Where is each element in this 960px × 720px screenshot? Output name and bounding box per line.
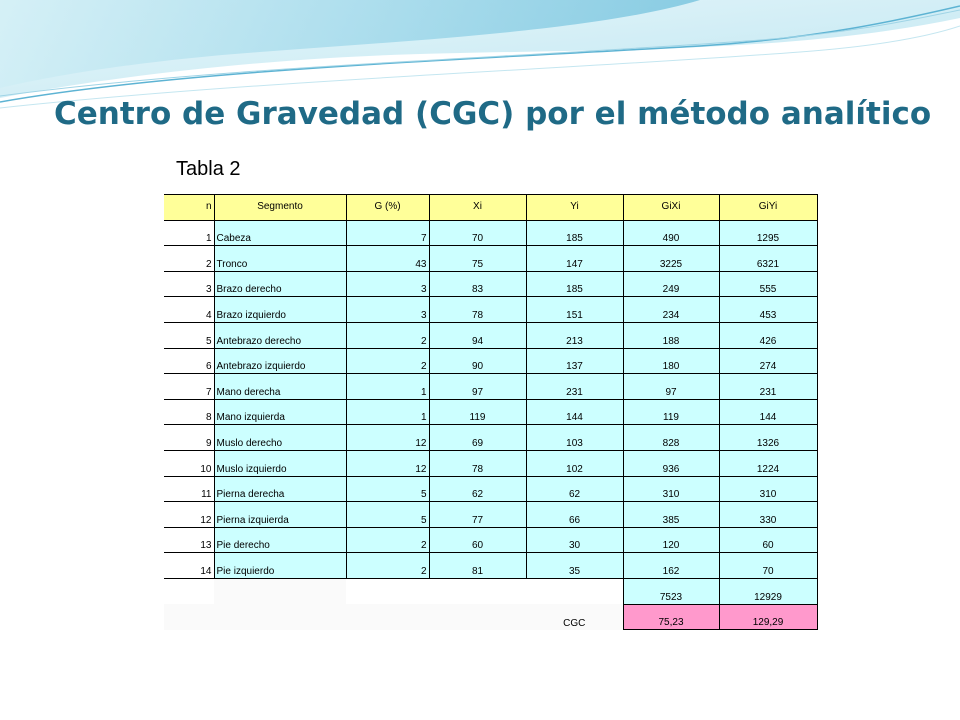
cgc-x-value: 75,23 [623, 604, 719, 630]
cell-g-percent: 2 [346, 527, 429, 553]
cell-xi: 90 [429, 348, 526, 374]
cell-yi: 66 [526, 502, 623, 528]
table-row [164, 322, 817, 348]
cell-giyi: 555 [719, 271, 817, 297]
cell-gixi: 120 [623, 527, 719, 553]
header-n: n [164, 195, 214, 221]
table-row [164, 399, 817, 425]
cell-yi: 137 [526, 348, 623, 374]
cell-xi: 119 [429, 399, 526, 425]
cell-gixi: 385 [623, 502, 719, 528]
cell-gixi: 180 [623, 348, 719, 374]
cell-giyi: 310 [719, 476, 817, 502]
cell-n: 6 [164, 348, 214, 374]
table-row [164, 553, 817, 579]
cell-giyi: 231 [719, 374, 817, 400]
cell-xi: 69 [429, 425, 526, 451]
cell-segmento: Cabeza [214, 220, 346, 246]
cell-giyi: 1295 [719, 220, 817, 246]
cell-giyi: 426 [719, 322, 817, 348]
cell-yi: 62 [526, 476, 623, 502]
cell-yi: 144 [526, 399, 623, 425]
cell-giyi: 330 [719, 502, 817, 528]
cell-xi: 81 [429, 553, 526, 579]
cell-segmento: Pierna izquierda [214, 502, 346, 528]
cgc-label: CGC [526, 604, 623, 630]
cell-xi: 94 [429, 322, 526, 348]
table-caption: Tabla 2 [176, 158, 241, 180]
cell-xi: 75 [429, 246, 526, 272]
cell-gixi: 828 [623, 425, 719, 451]
cell-n: 3 [164, 271, 214, 297]
cell-g-percent: 5 [346, 476, 429, 502]
cell-g-percent: 12 [346, 450, 429, 476]
cell-gixi: 490 [623, 220, 719, 246]
cell-segmento: Brazo derecho [214, 271, 346, 297]
decorative-wave-banner [0, 0, 960, 110]
table-row [164, 527, 817, 553]
cell-giyi: 453 [719, 297, 817, 323]
cell-n: 13 [164, 527, 214, 553]
table-row [164, 374, 817, 400]
header-g-percent: G (%) [346, 195, 429, 221]
result-row [164, 604, 817, 630]
cell-g-percent: 3 [346, 271, 429, 297]
cell-segmento: Muslo derecho [214, 425, 346, 451]
cell-segmento: Tronco [214, 246, 346, 272]
table-row [164, 220, 817, 246]
table-row [164, 425, 817, 451]
cell-segmento: Muslo izquierdo [214, 450, 346, 476]
header-gixi: GiXi [623, 195, 719, 221]
header-xi: Xi [429, 195, 526, 221]
cell-segmento: Pie izquierdo [214, 553, 346, 579]
cell-n: 14 [164, 553, 214, 579]
cell-n: 1 [164, 220, 214, 246]
cell-n: 4 [164, 297, 214, 323]
cell-gixi: 162 [623, 553, 719, 579]
cell-xi: 70 [429, 220, 526, 246]
cell-gixi: 97 [623, 374, 719, 400]
cell-xi: 97 [429, 374, 526, 400]
cell-g-percent: 1 [346, 399, 429, 425]
cell-giyi: 144 [719, 399, 817, 425]
slide-title: Centro de Gravedad (CGC) por el método analítico [54, 96, 932, 132]
cell-n: 5 [164, 322, 214, 348]
cell-n: 2 [164, 246, 214, 272]
header-yi: Yi [526, 195, 623, 221]
cell-gixi: 234 [623, 297, 719, 323]
cell-yi: 151 [526, 297, 623, 323]
cell-xi: 83 [429, 271, 526, 297]
cgc-y-value: 129,29 [719, 604, 817, 630]
cell-gixi: 3225 [623, 246, 719, 272]
cell-segmento: Pie derecho [214, 527, 346, 553]
header-segmento: Segmento [214, 195, 346, 221]
cell-xi: 77 [429, 502, 526, 528]
cell-xi: 62 [429, 476, 526, 502]
cell-giyi: 70 [719, 553, 817, 579]
cell-segmento: Mano derecha [214, 374, 346, 400]
cell-g-percent: 2 [346, 553, 429, 579]
cell-giyi: 274 [719, 348, 817, 374]
cell-g-percent: 2 [346, 348, 429, 374]
cell-yi: 147 [526, 246, 623, 272]
table-row [164, 450, 817, 476]
table-row [164, 348, 817, 374]
totals-row [164, 578, 817, 604]
cell-xi: 78 [429, 450, 526, 476]
cell-n: 11 [164, 476, 214, 502]
cell-yi: 103 [526, 425, 623, 451]
cell-g-percent: 1 [346, 374, 429, 400]
cell-n: 9 [164, 425, 214, 451]
cell-yi: 35 [526, 553, 623, 579]
cell-g-percent: 2 [346, 322, 429, 348]
cell-yi: 231 [526, 374, 623, 400]
cell-gixi: 936 [623, 450, 719, 476]
cell-n: 10 [164, 450, 214, 476]
cell-yi: 30 [526, 527, 623, 553]
cell-n: 7 [164, 374, 214, 400]
cell-gixi: 310 [623, 476, 719, 502]
cell-yi: 102 [526, 450, 623, 476]
cell-gixi: 119 [623, 399, 719, 425]
cell-g-percent: 5 [346, 502, 429, 528]
table-row [164, 502, 817, 528]
cell-segmento: Brazo izquierdo [214, 297, 346, 323]
cell-giyi: 6321 [719, 246, 817, 272]
cell-n: 8 [164, 399, 214, 425]
cell-segmento: Antebrazo derecho [214, 322, 346, 348]
table-row [164, 297, 817, 323]
cell-segmento: Antebrazo izquierdo [214, 348, 346, 374]
cell-yi: 185 [526, 271, 623, 297]
cell-xi: 78 [429, 297, 526, 323]
cell-giyi: 1224 [719, 450, 817, 476]
cell-yi: 185 [526, 220, 623, 246]
cell-n: 12 [164, 502, 214, 528]
cell-segmento: Pierna derecha [214, 476, 346, 502]
cgc-data-table [164, 194, 818, 630]
cell-g-percent: 3 [346, 297, 429, 323]
cell-g-percent: 7 [346, 220, 429, 246]
cell-giyi: 60 [719, 527, 817, 553]
cell-g-percent: 43 [346, 246, 429, 272]
total-giyi: 12929 [719, 578, 817, 604]
cell-giyi: 1326 [719, 425, 817, 451]
header-giyi: GiYi [719, 195, 817, 221]
table-row [164, 271, 817, 297]
table-header-row [164, 195, 817, 221]
cell-yi: 213 [526, 322, 623, 348]
table-row [164, 246, 817, 272]
cell-gixi: 188 [623, 322, 719, 348]
cell-segmento: Mano izquierda [214, 399, 346, 425]
cell-xi: 60 [429, 527, 526, 553]
total-gixi: 7523 [623, 578, 719, 604]
table-row [164, 476, 817, 502]
cell-g-percent: 12 [346, 425, 429, 451]
cell-gixi: 249 [623, 271, 719, 297]
